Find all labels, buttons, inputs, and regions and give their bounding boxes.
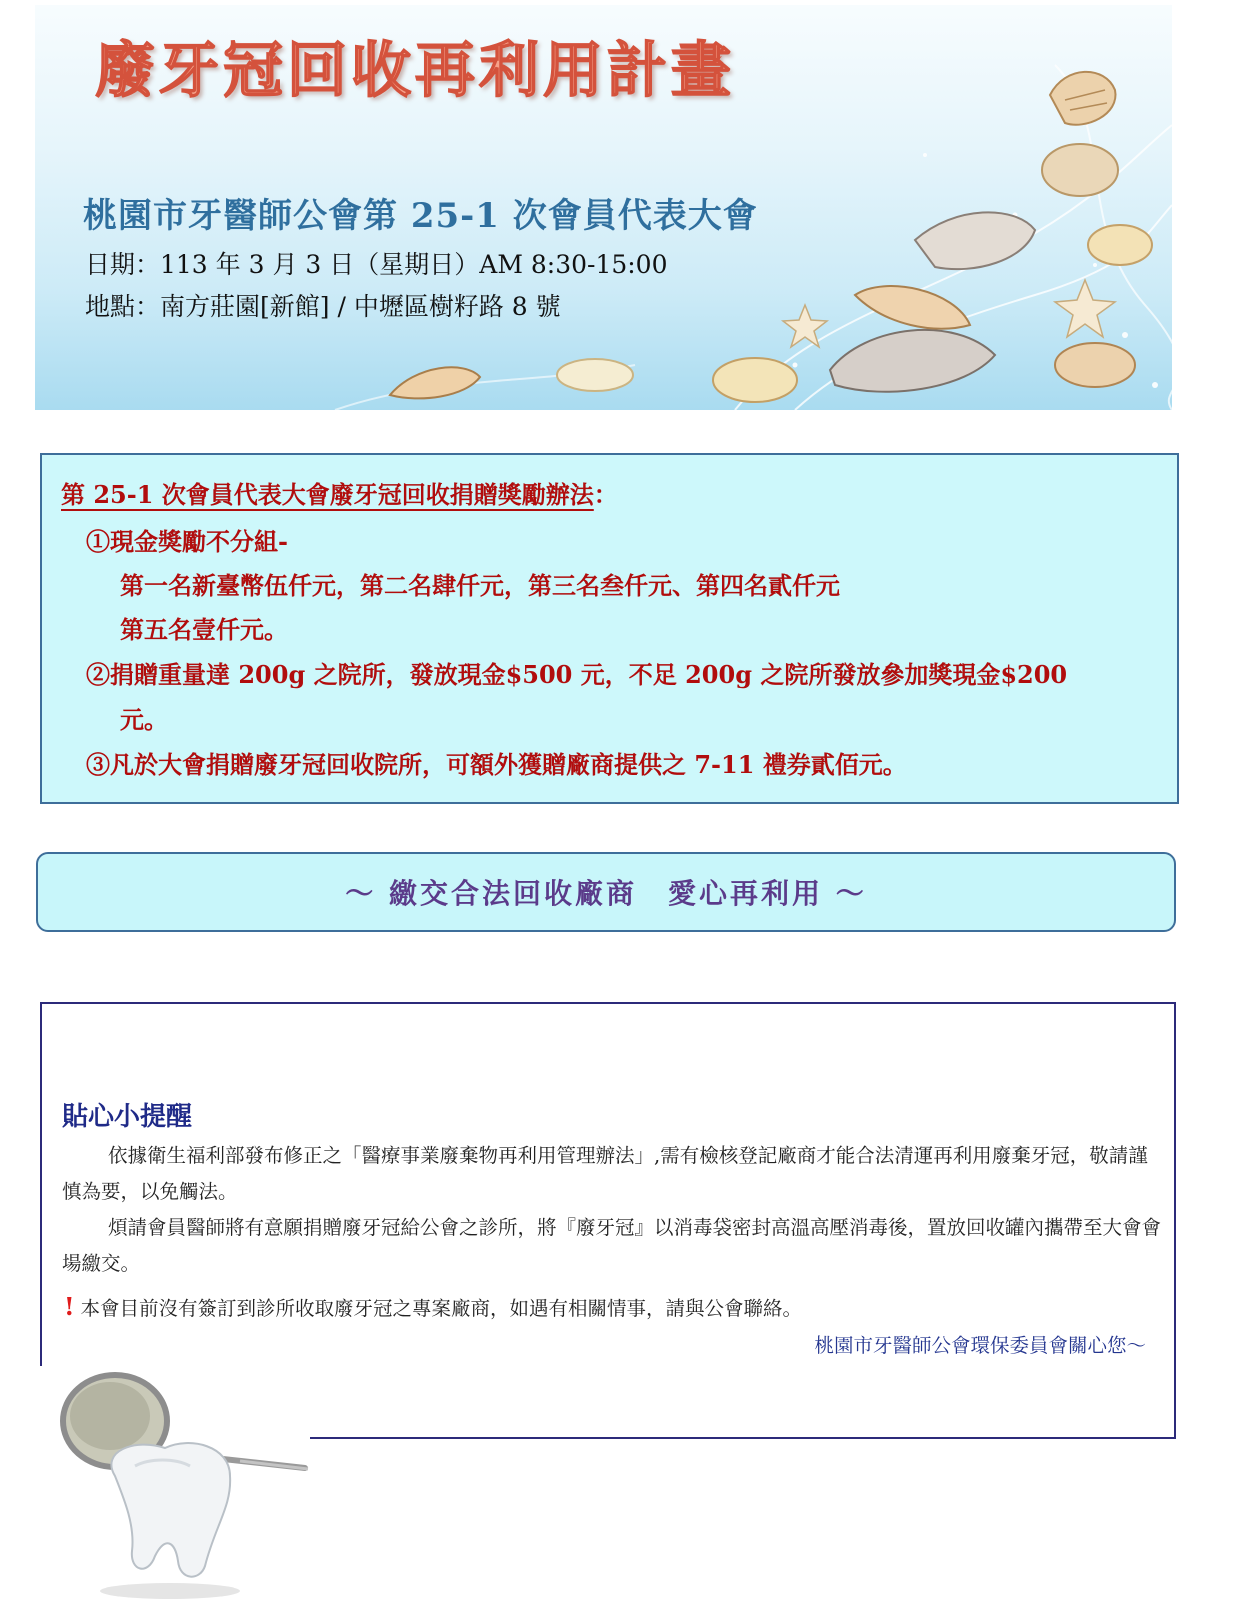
reward-rule-1: ①現金獎勵不分組- [86, 527, 288, 556]
reward-rule-1-detail: 第五名壹仟元。 [120, 615, 288, 644]
reminder-paragraph-2-text: 煩請會員醫師將有意願捐贈廢牙冠給公會之診所，將『廢牙冠』以消毒袋密封高溫高壓消毒後，置放回收罐內攜帶至大會會場繳交。 [62, 1216, 1162, 1275]
committee-signature: 桃園市牙醫師公會環保委員會關心您～ [814, 1334, 1146, 1357]
rewards-heading [61, 475, 618, 510]
meeting-title: 桃園市牙醫師公會第 25-1 次會員代表大會 [83, 196, 758, 236]
reminder-paragraph-2 [62, 1210, 1162, 1282]
warning-text: 本會目前沒有簽訂到診所收取廢牙冠之專案廠商，如遇有相關情事，請與公會聯絡。 [80, 1297, 803, 1320]
exclamation-icon: ! [64, 1292, 75, 1321]
dental-mirror-tooth-illustration [40, 1366, 310, 1606]
reward-rule-1-detail: 第一名新臺幣伍仟元，第二名肆仟元，第三名叁仟元、第四名貳仟元 [120, 571, 840, 600]
rewards-heading-text: 第 25-1 次會員代表大會廢牙冠回收捐贈獎勵辦法 [61, 480, 594, 509]
reward-rule-3: ③凡於大會捐贈廢牙冠回收院所，可額外獲贈廠商提供之 7-11 禮券貳佰元。 [86, 750, 907, 779]
reward-rule-2: ②捐贈重量達 200g 之院所，發放現金$500 元，不足 200g 之院所發放參加獎現金$200 [86, 660, 1068, 689]
reminder-paragraph-1 [62, 1138, 1162, 1210]
slogan-banner: ～ 繳交合法回收廠商 愛心再利用 ～ [36, 852, 1176, 932]
reminder-paragraph-1-text: 依據衛生福利部發布修正之「醫療事業廢棄物再利用管理辦法」,需有檢核登記廠商才能合法清運再利用廢棄牙冠，敬請謹慎為要，以免觸法。 [62, 1144, 1148, 1203]
reward-rule-2-continued: 元。 [120, 705, 168, 734]
plan-title: 廢牙冠回收再利用計畫 [95, 36, 735, 106]
meeting-place: 地點：南方莊園[新館] / 中壢區樹籽路 8 號 [85, 292, 561, 321]
header-banner [35, 5, 1172, 410]
reminder-box [40, 1002, 1176, 1439]
conch-shell-icon [1050, 72, 1115, 125]
reminder-heading: 貼心小提醒 [62, 1102, 193, 1132]
rewards-heading-colon: ： [593, 480, 618, 509]
rewards-box [40, 453, 1179, 804]
meeting-date: 日期：113 年 3 月 3 日（星期日）AM 8:30-15:00 [85, 250, 668, 279]
warning-notice [64, 1292, 802, 1321]
